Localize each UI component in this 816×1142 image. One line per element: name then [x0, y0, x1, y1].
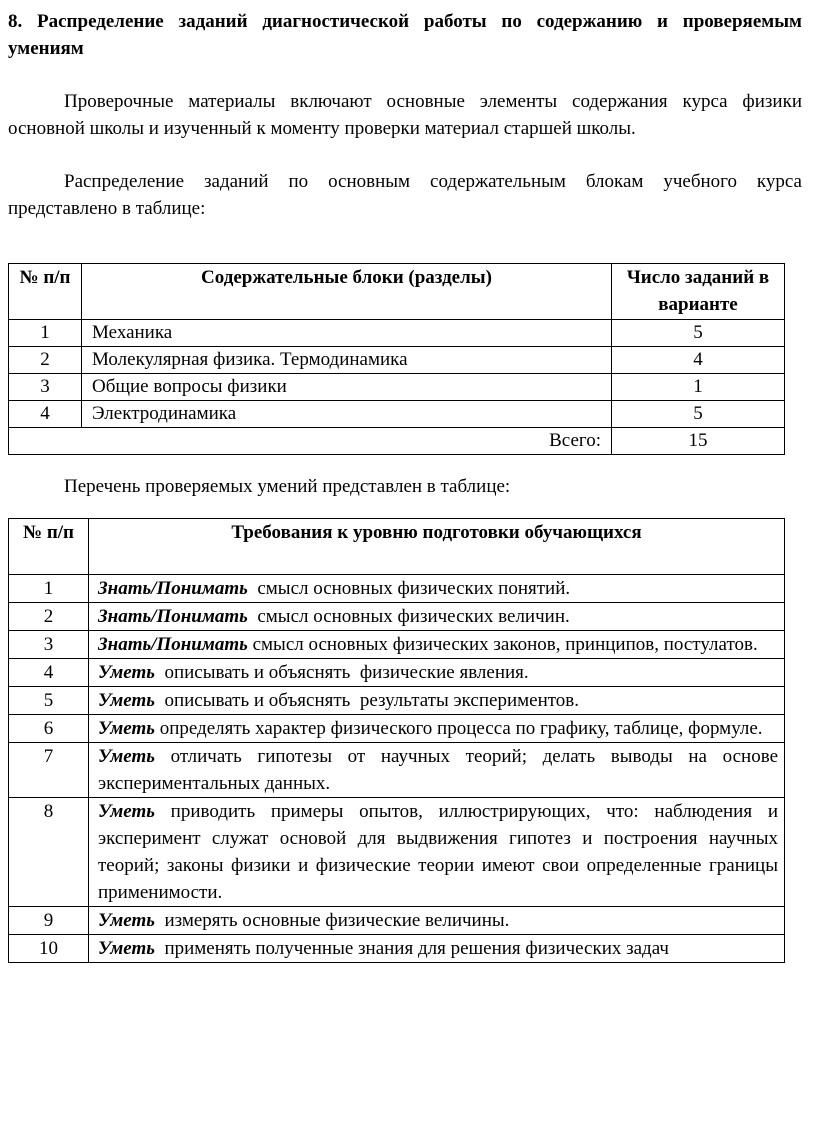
blocks-paragraph: Распределение заданий по основным содержательным блокам учебного курса представлено в таблице:: [8, 171, 802, 219]
content-blocks-table: [8, 263, 785, 455]
table-row: [9, 798, 785, 907]
requirement-verb: Уметь: [98, 662, 155, 683]
requirement-verb: Уметь: [98, 718, 155, 739]
table-row: [9, 907, 785, 935]
table-row: [9, 743, 785, 798]
row-num: 9: [9, 907, 89, 935]
row-requirement: [89, 907, 785, 935]
requirement-text: применять полученные знания для решения физических задач: [154, 938, 669, 959]
row-block: Молекулярная физика. Термодинамика: [82, 347, 612, 374]
row-count: 1: [612, 374, 785, 401]
requirement-text: описывать и объяснять физические явления.: [154, 662, 529, 683]
table-total-row: [9, 428, 785, 455]
row-num: 1: [9, 575, 89, 603]
row-num: 3: [9, 631, 89, 659]
row-requirement: [89, 631, 785, 659]
intro-paragraph: Проверочные материалы включают основные элементы содержания курса физики основной школы и изученный к моменту проверки материал старшей школы.: [8, 91, 802, 139]
table-row: [9, 603, 785, 631]
requirement-text: приводить примеры опытов, иллюстрирующих, что: наблюдения и эксперимент служат основой для выдвижения гипотез и построения научных теорий; законы физики и физические теории имеют свои определенные границы применимости.: [98, 801, 783, 903]
header-requirements: Требования к уровню подготовки обучающихся: [89, 519, 785, 575]
row-requirement: [89, 603, 785, 631]
skills-paragraph: Перечень проверяемых умений представлен в таблице:: [64, 476, 511, 497]
requirement-text: смысл основных физических понятий.: [247, 578, 571, 599]
row-requirement: [89, 687, 785, 715]
row-num: 7: [9, 743, 89, 798]
row-num: 4: [9, 659, 89, 687]
row-num: 10: [9, 935, 89, 963]
requirement-verb: Знать/Понимать: [98, 606, 248, 627]
header-block: Содержательные блоки (разделы): [82, 264, 612, 320]
requirement-verb: Уметь: [98, 910, 155, 931]
row-requirement: [89, 575, 785, 603]
row-num: 2: [9, 347, 82, 374]
row-num: 5: [9, 687, 89, 715]
total-value: 15: [612, 428, 785, 455]
table-row: [9, 347, 785, 374]
requirement-verb: Знать/Понимать: [98, 578, 248, 599]
row-requirement: [89, 743, 785, 798]
row-num: 6: [9, 715, 89, 743]
skills-table: [8, 518, 785, 963]
requirement-text: определять характер физического процесса по графику, таблице, формуле.: [154, 718, 763, 739]
row-num: 3: [9, 374, 82, 401]
requirement-text: смысл основных физических законов, принципов, постулатов.: [247, 634, 758, 655]
document-page: [8, 8, 802, 959]
row-block: Механика: [82, 320, 612, 347]
row-block: Общие вопросы физики: [82, 374, 612, 401]
table-row: [9, 320, 785, 347]
row-num: 8: [9, 798, 89, 907]
row-requirement: [89, 798, 785, 907]
requirement-text: отличать гипотезы от научных теорий; делать выводы на основе экспериментальных данных.: [98, 746, 783, 794]
table-header-row: [9, 264, 785, 320]
header-num: № п/п: [9, 264, 82, 320]
requirement-verb: Уметь: [98, 801, 155, 822]
table-row: [9, 659, 785, 687]
header-count: Число заданий в варианте: [612, 264, 785, 320]
row-count: 5: [612, 401, 785, 428]
requirement-text: измерять основные физические величины.: [154, 910, 510, 931]
row-requirement: [89, 659, 785, 687]
requirement-verb: Знать/Понимать: [98, 634, 248, 655]
section-heading: 8. Распределение заданий диагностической работы по содержанию и проверяемым умениям: [8, 11, 802, 59]
row-block: Электродинамика: [82, 401, 612, 428]
row-num: 4: [9, 401, 82, 428]
table-row: [9, 715, 785, 743]
table-row: [9, 935, 785, 963]
total-label: Всего:: [9, 428, 612, 455]
table-row: [9, 575, 785, 603]
table-header-row: [9, 519, 785, 575]
row-count: 5: [612, 320, 785, 347]
table-row: [9, 631, 785, 659]
row-num: 1: [9, 320, 82, 347]
header-num: № п/п: [9, 519, 89, 575]
table-row: [9, 687, 785, 715]
requirement-text: описывать и объяснять результаты экспериментов.: [154, 690, 580, 711]
requirement-verb: Уметь: [98, 746, 155, 767]
row-count: 4: [612, 347, 785, 374]
row-requirement: [89, 715, 785, 743]
requirement-text: смысл основных физических величин.: [247, 606, 570, 627]
table-row: [9, 374, 785, 401]
requirement-verb: Уметь: [98, 690, 155, 711]
table-row: [9, 401, 785, 428]
row-num: 2: [9, 603, 89, 631]
row-requirement: [89, 935, 785, 963]
requirement-verb: Уметь: [98, 938, 155, 959]
